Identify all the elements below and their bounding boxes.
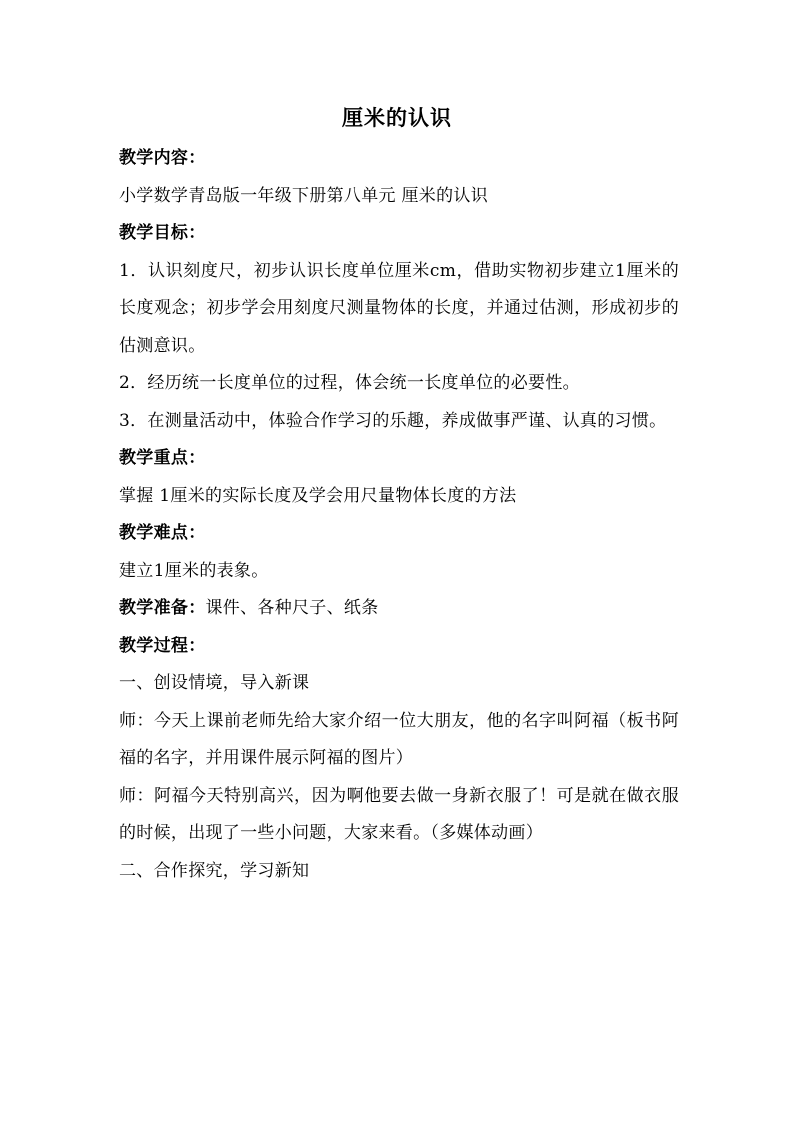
difficulty-text: 建立1厘米的表象。 (119, 560, 269, 581)
difficulty-heading: 教学难点： (119, 523, 206, 543)
goal-item-2: 2．经历统一长度单位的过程，体会统一长度单位的必要性。 (119, 373, 580, 393)
teacher-paragraph-2: 师：阿福今天特别高兴，因为啊他要去做一身新衣服了！可是就在做衣服的时候，出现了一些小问题，大家来看。（多媒体动画） (119, 785, 679, 843)
content-heading: 教学内容： (119, 148, 206, 168)
key-points-heading: 教学重点： (119, 448, 206, 468)
section-2-title: 二、合作探究，学习新知 (119, 860, 310, 881)
goals-heading: 教学目标： (119, 223, 206, 243)
section-1-title: 一、创设情境，导入新课 (119, 673, 310, 693)
preparation-heading: 教学准备： (119, 598, 206, 618)
document-body (119, 140, 679, 890)
goal-item-1: 1．认识刻度尺，初步认识长度单位厘米cm，借助实物初步建立1厘米的长度观念；初步学会用刻度尺测量物体的长度，并通过估测，形成初步的估测意识。 (119, 260, 679, 356)
teacher-paragraph-1: 师：今天上课前老师先给大家介绍一位大朋友，他的名字叫阿福（板书阿福的名字，并用课件展示阿福的图片） (119, 710, 679, 768)
goal-item-3: 3．在测量活动中，体验合作学习的乐趣，养成做事严谨、认真的习惯。 (119, 410, 667, 431)
key-points-text: 掌握 1厘米的实际长度及学会用尺量物体长度的方法 (119, 485, 517, 506)
preparation-line (119, 590, 679, 628)
content-text: 小学数学青岛版一年级下册第八单元 厘米的认识 (119, 185, 489, 206)
preparation-text: 课件、各种尺子、纸条 (205, 598, 379, 618)
document-title: 厘米的认识 (342, 105, 452, 130)
process-heading: 教学过程： (119, 635, 206, 656)
